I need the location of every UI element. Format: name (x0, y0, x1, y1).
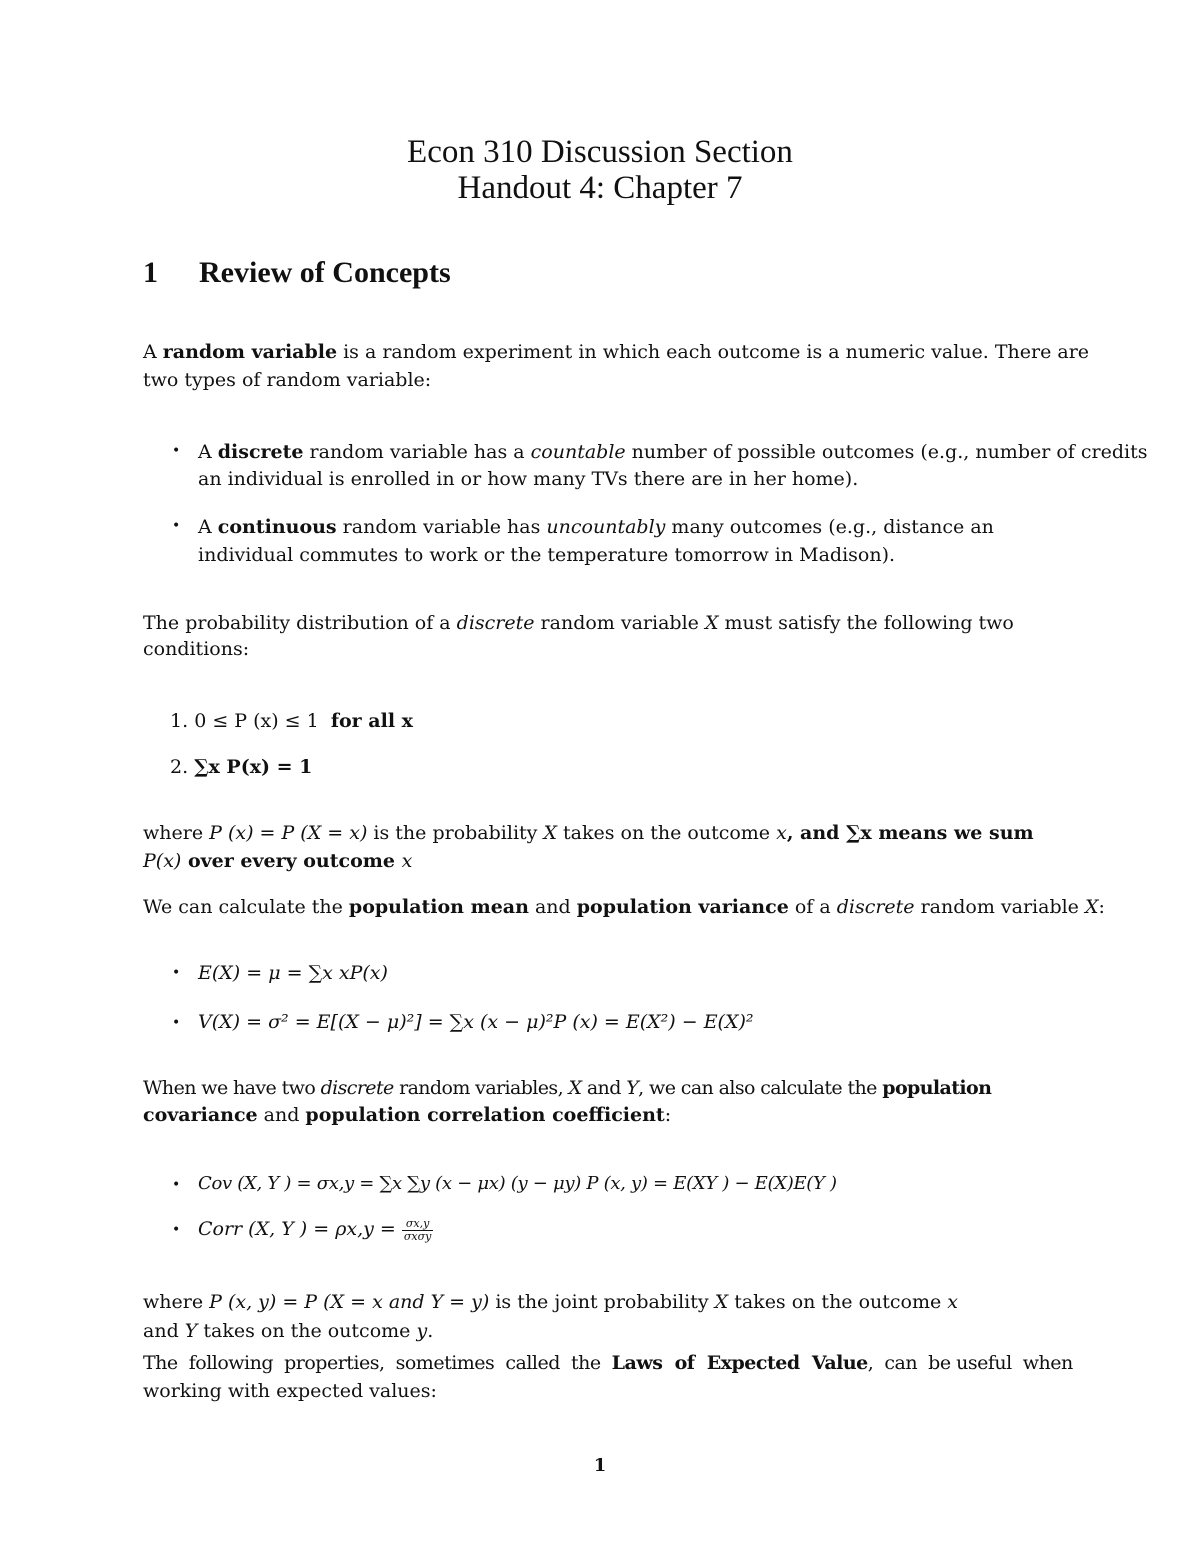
text: : (664, 1104, 672, 1126)
text: over every outcome (181, 850, 402, 872)
term-uncountably: uncountably (546, 516, 666, 538)
section-number: 1 (143, 256, 158, 289)
text: takes on the outcome (728, 1291, 948, 1313)
text: X (568, 1077, 582, 1099)
text: Y (626, 1077, 639, 1099)
text: We can calculate the (143, 896, 349, 918)
text: P(x) (143, 850, 182, 872)
text: , can be useful when (867, 1352, 1073, 1374)
formula-variance: V(X) = σ² = E[(X − μ)²] = ∑x (x − μ)²P (x) = E(X²) − E(X)² (198, 1011, 754, 1033)
text: X (543, 822, 557, 844)
where1-line2 (143, 849, 412, 873)
text: where (143, 822, 210, 844)
bullet-icon: • (172, 1222, 181, 1238)
page-number: 1 (593, 1455, 607, 1476)
condition-1-expression: 0 ≤ P (x) ≤ 1 (194, 710, 319, 732)
two-vars-line1 (143, 1076, 991, 1100)
text: Corr (X, Y ) = ρx,y = (198, 1218, 402, 1240)
text: takes on the outcome (197, 1320, 417, 1342)
bullet-discrete-line1 (198, 440, 1147, 464)
list-number: 2. (170, 756, 189, 778)
text: population (882, 1077, 992, 1099)
bullet-continuous-line1 (198, 515, 994, 539)
text: is the joint probability (489, 1291, 715, 1313)
term-laws-of-expected-value: Laws of Expected Value (611, 1352, 868, 1374)
bullet-icon: • (172, 1177, 181, 1193)
text: random variables, (393, 1077, 569, 1099)
text: , and ∑x means we sum (786, 822, 1034, 844)
fraction-denominator: σxσy (403, 1229, 432, 1243)
text: x (776, 822, 787, 844)
condition-1-qualifier: for all x (330, 710, 413, 732)
correlation-fraction (402, 1218, 433, 1243)
text: A (198, 516, 218, 538)
condition-2-expression: ∑x P(x) = 1 (194, 756, 313, 778)
text: where (143, 1291, 210, 1313)
term-random-variable: random variable (162, 341, 338, 363)
laws-line1 (143, 1351, 1073, 1375)
term-discrete: discrete (217, 441, 304, 463)
term-continuous: continuous (217, 516, 337, 538)
text: random variable has a (303, 441, 531, 463)
text: random variable (914, 896, 1085, 918)
bullet-icon: • (172, 965, 181, 981)
bullet-icon: • (172, 518, 181, 534)
term-covariance: covariance (143, 1104, 258, 1126)
text: and (581, 1077, 627, 1099)
text: random variable has (336, 516, 547, 538)
term-correlation-coefficient: population correlation coefficient (305, 1104, 665, 1126)
formula-correlation (198, 1217, 433, 1243)
term-countable: countable (530, 441, 626, 463)
prob-dist-line1 (143, 611, 1014, 635)
bullet-icon: • (172, 1015, 181, 1031)
condition-2 (170, 755, 312, 779)
laws-line2: working with expected values: (143, 1380, 437, 1402)
mean-var-intro (143, 895, 1105, 919)
text: and (528, 896, 577, 918)
text: must satisfy the following two (718, 612, 1014, 634)
text: The following properties, sometimes called the (143, 1352, 612, 1374)
text: many outcomes (e.g., distance an (665, 516, 994, 538)
intro-line1 (143, 340, 1089, 364)
prob-dist-line2: conditions: (143, 638, 250, 660)
bullet-discrete-line2: an individual is enrolled in or how many TVs there are in her home). (198, 468, 859, 490)
text: takes on the outcome (556, 822, 777, 844)
text: discrete (456, 612, 535, 634)
where1-line1 (143, 821, 1034, 845)
text: The probability distribution of a (143, 612, 457, 634)
math-expression: P (x, y) = P (X = x and Y = y) (209, 1291, 490, 1313)
text: X (714, 1291, 729, 1313)
fraction-numerator: σx,y (402, 1218, 433, 1231)
two-vars-line2 (143, 1103, 671, 1127)
text: and (143, 1320, 185, 1342)
text: : (1098, 896, 1105, 918)
bullet-continuous-line2: individual commutes to work or the temperature tomorrow in Madison). (198, 544, 896, 566)
text: . (427, 1320, 434, 1342)
text: x (401, 850, 413, 872)
where2-line1 (143, 1290, 958, 1314)
document-title-line1: Econ 310 Discussion Section (407, 134, 793, 170)
text: discrete (836, 896, 915, 918)
text: y (416, 1320, 428, 1342)
condition-1 (170, 709, 413, 733)
term-population-variance: population variance (576, 896, 789, 918)
text: and (257, 1104, 306, 1126)
list-number: 1. (170, 710, 189, 732)
text: is the probability (367, 822, 544, 844)
text: of a (788, 896, 837, 918)
text: A (198, 441, 218, 463)
document-title-line2: Handout 4: Chapter 7 (457, 170, 743, 206)
text: X (1084, 896, 1099, 918)
formula-mean: E(X) = μ = ∑x xP(x) (198, 962, 388, 984)
text: discrete (320, 1077, 394, 1099)
bullet-icon: • (172, 443, 181, 459)
section-heading (143, 256, 451, 290)
intro-line2: two types of random variable: (143, 369, 432, 391)
section-title: Review of Concepts (199, 256, 451, 289)
text: number of possible outcomes (e.g., number of credits (625, 441, 1148, 463)
formula-covariance: Cov (X, Y ) = σx,y = ∑x ∑y (x − μx) (y − μy) P (x, y) = E(XY ) − E(X)E(Y ) (198, 1173, 837, 1194)
text: is a random experiment in which each outcome is a numeric value. There are (337, 341, 1090, 363)
where2-line2 (143, 1319, 433, 1343)
text: When we have two (143, 1077, 321, 1099)
text: X (704, 612, 719, 634)
text: x (947, 1291, 959, 1313)
text: Y (184, 1320, 198, 1342)
text: , we can also calculate the (638, 1077, 883, 1099)
text: A (143, 341, 163, 363)
text: random variable (534, 612, 705, 634)
math-expression: P (x) = P (X = x) (209, 822, 368, 844)
term-population-mean: population mean (348, 896, 529, 918)
